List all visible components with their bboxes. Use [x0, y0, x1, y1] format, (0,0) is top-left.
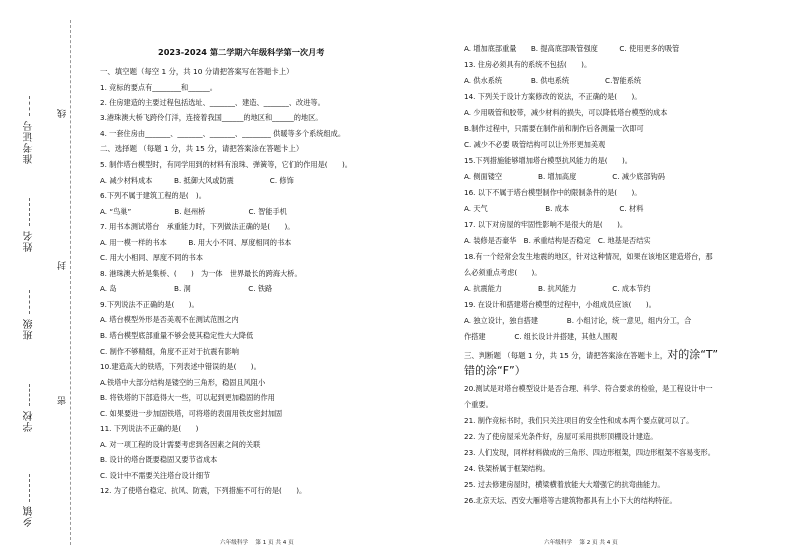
option-line: A. 少用吸管和胶带，减少材料的损失，可以降低塔台模型的成本 — [464, 108, 668, 117]
option-line: A. 独立设计，独自搭建 B. 小组讨论，统一意见，组内分工，合 — [464, 316, 692, 325]
option-line: A. 减少材料成本 B. 抵御大风或防震 C. 修饰 — [100, 176, 294, 185]
option-line: C. 用大小相同、厚度不同的书本 — [100, 253, 204, 262]
question-line: 1. 竞标的要点有________和______。 — [100, 83, 217, 92]
judge-question-line: 26.北京天坛、西安大雁塔等古建筑物都具有上小下大的结构特征。 — [464, 496, 677, 505]
school-line — [29, 384, 30, 406]
option-line: C. 减少不必要 吸管结构可以让外形更加美观 — [464, 140, 606, 149]
fold-mark-line: 线 — [58, 108, 68, 118]
option-line: A. 岛 B. 洞 C. 铁路 — [100, 284, 273, 293]
judge-question-line: 21. 制作竞标书时，我们只关注项目的安全性和成本两个要点就可以了。 — [464, 416, 694, 425]
fold-mark-seal: 封 — [58, 260, 68, 270]
question-line: 10.建造高大的铁塔，下列表述中错误的是( )。 — [100, 362, 261, 371]
question-line: 5. 制作塔台模型时，有同学用到的材料有浪珠、弹簧等，它们的作用是( )。 — [100, 160, 352, 169]
question-line: 19. 在设计和搭建塔台模型的过程中，小组成员应该( )。 — [464, 300, 656, 309]
option-line: C. 制作不够精细，角度不正对于抗震有影响 — [100, 347, 239, 356]
question-line: 么必须重点考虑( )。 — [464, 268, 542, 277]
exam-title: 2023-2024 第二学期六年级科学第一次月考 — [158, 47, 325, 57]
school-label: 学校 — [24, 410, 35, 432]
judge-true-instruction: 对的涂“T” — [667, 348, 719, 361]
judge-question-line: 个重要。 — [464, 400, 493, 409]
option-line: A. “鸟巢” B. 赵州桥 C. 智能手机 — [100, 207, 287, 216]
option-line: A. 用一模一样的书本 B. 用大小不同、厚度相同的书本 — [100, 238, 292, 247]
option-line: B.制作过程中，只需要在制作前和制作后各测量一次即可 — [464, 124, 644, 133]
question-line: 18.有一个经常会发生地震的地区，针对这种情况，如果在该地区建造塔台，那 — [464, 252, 713, 261]
question-line: 14. 下列关于设计方案修改的说法，不正确的是( )。 — [464, 92, 642, 101]
page-footer-left: 六年级科学 第 1 页 共 4 页 — [220, 540, 294, 546]
question-line: 12. 为了使塔台稳定、抗风、防震，下列措施不可行的是( )。 — [100, 486, 307, 495]
question-line: 6.下列不属于建筑工程的是( )。 — [100, 191, 206, 200]
name-label: 姓名 — [24, 230, 35, 252]
option-line: A. 增加底部重量 B. 提高底部吸管强度 C. 使用更多的吸管 — [464, 44, 680, 53]
judge-section-title — [464, 350, 718, 360]
option-line: B. 将铁塔的下部造得大一些，可以起到更加稳固的作用 — [100, 393, 275, 402]
question-line: 15.下列措施能够增加塔台模型抗风能力的是( )。 — [464, 156, 632, 165]
exam-number-line — [29, 96, 30, 116]
fill-blank-section-title: 一、填空题（每空 1 分，共 10 分请把答案写在答题卡上） — [100, 67, 294, 76]
judge-section-head: 三、判断题 （每题 1 分，共 15 分，请把答案涂在答题卡上， — [464, 351, 668, 360]
option-line: A. 对一项工程的设计需要考虑到各因素之间的关联 — [100, 440, 261, 449]
judge-question-line: 24. 铁架桥属于框架结构。 — [464, 464, 550, 473]
fold-mark-secret: 密 — [58, 395, 68, 405]
question-line: 4. 一套住房由_______、_______、_______、________ 供暖等多个系统组成。 — [100, 129, 346, 138]
exam-number-label: 准考证号 — [24, 120, 35, 164]
option-line: A. 供水系统 B. 供电系统 C.智能系统 — [464, 76, 642, 85]
question-line: 16. 以下不属于塔台模型制作中的限制条件的是( )。 — [464, 188, 642, 197]
option-line: A. 天气 B. 成本 C. 材料 — [464, 204, 644, 213]
township-line — [29, 474, 30, 502]
option-line: C. 设计中不需要关注塔台设计细节 — [100, 471, 211, 480]
judge-question-line: 25. 过去修建房屋时，横梁横着放能大大增强它的抗弯曲能力。 — [464, 480, 665, 489]
question-line: 8. 港珠澳大桥是集桥、( ) 为一体 世界最长的跨海大桥。 — [100, 269, 302, 278]
question-line: 7. 用书本测试塔台 承重能力时，下列做法正确的是( )。 — [100, 222, 295, 231]
option-line: B. 设计的塔台既要稳固又要节省成本 — [100, 455, 218, 464]
question-line: 9.下列说法不正确的是( )。 — [100, 300, 199, 309]
option-line: A. 装修是否豪华 B. 承重结构是否稳定 C. 地基是否结实 — [464, 236, 651, 245]
name-line — [29, 198, 30, 226]
question-line: 3.港珠澳大桥飞跨伶仃洋，连接着我国______的地区和______的地区。 — [100, 113, 323, 122]
option-line: A. 塔台模型外形是否美观不在测试范围之内 — [100, 315, 239, 324]
question-line: 11. 下列说法不正确的是( ) — [100, 424, 199, 433]
question-line: 13. 住房必须具有的系统不包括( )。 — [464, 60, 592, 69]
option-line: A.铁塔中大部分结构是镂空的三角形，稳固且风阻小 — [100, 378, 266, 387]
option-line: 作搭建 C. 组长设计并搭建，其他人围观 — [464, 332, 618, 341]
option-line: B. 塔台模型底部重量不够会使其稳定性大大降低 — [100, 331, 254, 340]
class-line — [29, 290, 30, 314]
question-line: 2. 住房建造的主要过程包括选址、_______、建造、_______、改进等。 — [100, 98, 325, 107]
page-footer-right: 六年级科学 第 2 页 共 4 页 — [544, 540, 618, 546]
option-line: C. 如果要进一步加固铁塔，可将塔的表面用铁皮密封加固 — [100, 409, 283, 418]
question-line: 17. 以下对房屋的牢固性影响不是很大的是( )。 — [464, 220, 628, 229]
binding-gutter — [0, 0, 92, 558]
option-line: A. 抗震能力 B. 抗风能力 C. 成本节约 — [464, 284, 651, 293]
class-label: 班级 — [24, 318, 35, 340]
fold-line — [70, 20, 71, 545]
judge-question-line: 20.测试是对塔台模型设计是否合理、科学、符合要求的检验，是工程设计中一 — [464, 384, 713, 393]
option-line: A. 侧面镂空 B. 增加高度 C. 减少底部钩码 — [464, 172, 665, 181]
township-label: 乡镇 — [24, 505, 35, 527]
judge-false-instruction: 错的涂“F”） — [464, 364, 526, 377]
judge-question-line: 23. 人们发现，同样材料做成的三角形、四边形框架，四边形框架不容易变形。 — [464, 448, 715, 457]
choice-section-title: 二、选择题 （每题 1 分，共 15 分，请把答案涂在答题卡上） — [100, 144, 304, 153]
judge-question-line: 22. 为了使房屋采光条件好，房屋可采用拱形顶棚设计建造。 — [464, 432, 658, 441]
